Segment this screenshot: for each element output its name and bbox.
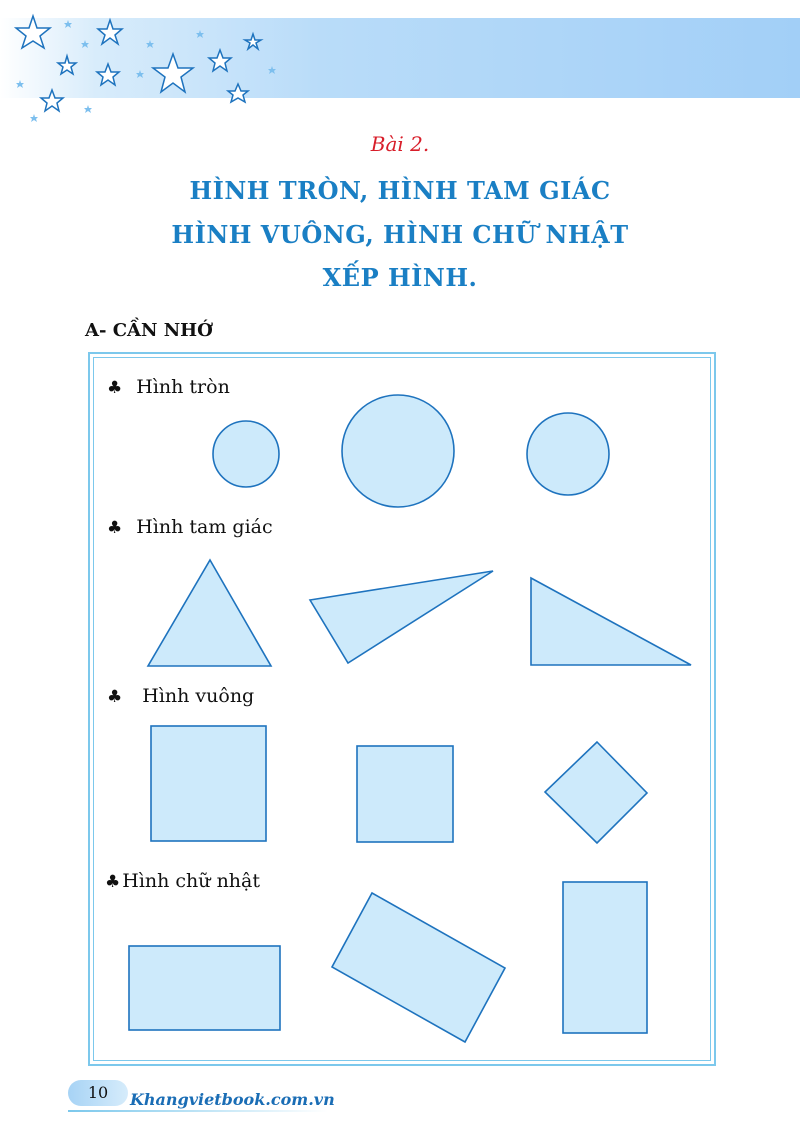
rectangle-vertical-icon [563, 882, 647, 1033]
footer-divider [68, 1110, 328, 1112]
shape-group-text: Hình chữ nhật [122, 870, 260, 892]
club-bullet-icon: ♣ [105, 872, 121, 892]
circle-large-icon [342, 395, 454, 507]
triangle-right-icon [531, 578, 691, 665]
square-large-icon [151, 726, 266, 841]
circle-medium-icon [527, 413, 609, 495]
page-number: 10 [68, 1080, 128, 1106]
rectangle-rotated-icon [332, 893, 505, 1042]
lesson-label: Bài 2. [370, 132, 430, 156]
square-medium-icon [357, 746, 453, 842]
section-heading: A- CẦN NHỚ [85, 320, 213, 341]
club-bullet-icon: ♣ [107, 687, 123, 707]
square-rotated-icon [545, 742, 647, 843]
club-bullet-icon: ♣ [107, 378, 123, 398]
triangle-obtuse-icon [310, 571, 493, 663]
lesson-title-line-1: HÌNH TRÒN, HÌNH TAM GIÁC [189, 176, 611, 205]
shape-group-text: Hình tam giác [136, 516, 273, 538]
shape-group-text: Hình tròn [136, 376, 230, 398]
lesson-title-line-3: XẾP HÌNH. [322, 263, 478, 292]
site-name: Khangvietbook.com.vn [130, 1090, 335, 1109]
triangle-equilateral-icon [148, 560, 271, 666]
circle-small-icon [213, 421, 279, 487]
club-bullet-icon: ♣ [107, 518, 123, 538]
shape-group-text: Hình vuông [142, 685, 255, 707]
lesson-title-line-2: HÌNH VUÔNG, HÌNH CHỮ NHẬT [171, 220, 629, 249]
rectangle-horizontal-icon [129, 946, 280, 1030]
